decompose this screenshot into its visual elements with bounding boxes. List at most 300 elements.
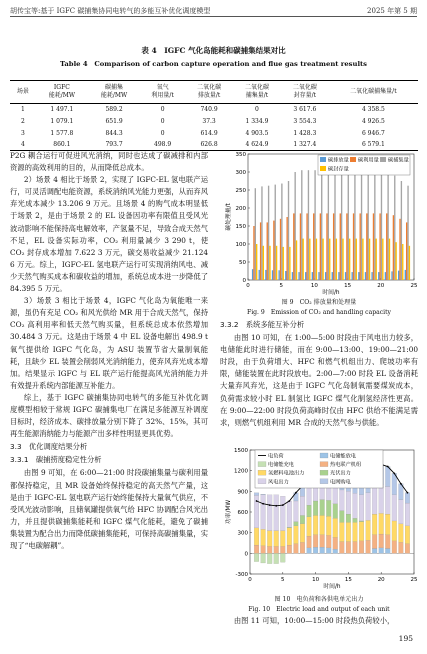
bar-氢燃料电池出力: [254, 528, 259, 545]
bar-碳利用量: [399, 219, 400, 280]
bar-电储能放电: [385, 549, 390, 554]
bar-碳利用量: [333, 213, 334, 280]
bar-碳排放量: [398, 271, 399, 280]
y-tick-label: 150: [235, 224, 246, 230]
table-cell: 4 358.5: [361, 106, 385, 114]
table-header-cell: 二氧化碳 封存量/t: [281, 81, 329, 104]
table-cell: 6 946.7: [361, 129, 385, 137]
bar-碳封存量: [395, 242, 396, 280]
bar-碳封存量: [402, 244, 403, 280]
bar-热电联产机组: [353, 542, 358, 554]
bar-热电联产机组: [379, 534, 384, 548]
point-电负荷: [256, 500, 258, 502]
table-cell: 4 903.5: [245, 129, 269, 137]
bar-氢燃料电池出力: [385, 514, 390, 535]
point-电负荷: [282, 504, 284, 506]
point-电负荷: [295, 492, 297, 494]
table-cell: 0: [255, 106, 259, 114]
bar-氢燃料电池出力: [353, 522, 358, 541]
table-cell: 0: [160, 117, 165, 125]
legend-label: 电储能放电: [330, 453, 356, 460]
table-header-cell: 二氧化碳 排放量/t: [185, 81, 233, 104]
bar-碳利用量: [353, 213, 354, 280]
y-axis-label: 功率/MW: [226, 499, 232, 525]
bar-氢燃料电池出力: [287, 528, 292, 545]
bar-碳利用量: [267, 222, 268, 280]
bar-碳捕集量: [361, 170, 362, 280]
legend-swatch: [320, 166, 326, 171]
table-body: [10, 104, 418, 151]
legend-swatch: [258, 462, 266, 467]
bar-光伏出力: [326, 500, 331, 516]
bar-风电出力: [372, 485, 377, 514]
bar-碳排放量: [358, 272, 359, 280]
bar-碳利用量: [379, 213, 380, 280]
figure-caption: 图 10 电负荷和各供电单元出力: [274, 596, 364, 603]
table-row: [10, 127, 418, 139]
legend-label: 碳封存量: [328, 166, 349, 173]
bar-碳利用量: [360, 213, 361, 280]
bar-碳封存量: [336, 239, 337, 280]
bar-风电出力: [385, 487, 390, 515]
bar-碳捕集量: [368, 170, 369, 280]
table-cell: 1 079.1: [50, 117, 74, 125]
bar-碳封存量: [302, 239, 303, 280]
section-heading: 3.3.2 系统多能互补分析: [220, 320, 305, 329]
table-cell: 626.8: [185, 139, 233, 151]
x-tick-label: 5: [279, 283, 283, 289]
table-cell: 793.7: [88, 139, 140, 151]
table-cell: 1 327.4: [281, 139, 329, 151]
right-column-bottom: [220, 595, 418, 627]
point-电负荷: [275, 505, 277, 507]
bar-光伏出力: [353, 518, 358, 522]
bar-电储能放电: [326, 548, 331, 554]
legend-swatch: [320, 479, 328, 484]
paragraph: 由图 10 可知，在 1:00—5:00 时段由于风电出力较多，电储能此时进行储能，而在 9:00—13:00、19:00—21:00 时段，由于负荷增大、HFC 和燃气机组出力、爬坡功率有限，储能装置在此时段放电。2:00—7:00 时段 EL 设备消耗大量弃风弃光，这是由于 IGFC 气化岛制氧需要煤炭成本，负荷需求较小时 EL 制氢比 IGFC 煤气化制氢经济性更高。在 9:00—22:00 时段负荷高峰时仅由 HFC 供给不能满足需求，则燃气机组利用 MR 合成的天然气参与供能。: [220, 333, 418, 427]
bar-风电出力: [280, 496, 285, 530]
bar-碳利用量: [366, 213, 367, 280]
bar-碳排放量: [259, 270, 260, 280]
y-tick-label: 0: [242, 278, 246, 284]
bar-热电联产机组: [320, 535, 325, 547]
bar-碳利用量: [260, 222, 261, 280]
x-axis-label: 时间/h: [323, 584, 341, 590]
bar-碳捕集量: [288, 181, 289, 280]
legend-swatch: [320, 470, 328, 475]
bar-热电联产机组: [333, 537, 338, 549]
bar-氢燃料电池出力: [320, 515, 325, 534]
y-tick-label: 100: [235, 242, 246, 248]
bar-热电联产机组: [385, 535, 390, 549]
bar-风电出力: [399, 500, 404, 524]
bar-碳排放量: [272, 270, 273, 280]
bar-碳封存量: [289, 247, 290, 280]
bar-碳捕集量: [321, 170, 322, 280]
bar-电储能充电: [280, 553, 285, 562]
bar-热电联产机组: [339, 542, 344, 554]
bar-风电出力: [300, 496, 305, 515]
bar-碳捕集量: [308, 170, 309, 280]
point-电负荷: [400, 483, 402, 485]
bar-光伏出力: [313, 501, 318, 515]
y-tick-label: 1500: [234, 448, 248, 454]
bar-碳排放量: [298, 272, 299, 280]
bar-热电联产机组: [300, 542, 305, 553]
bar-碳排放量: [325, 272, 326, 280]
table-cell: 860.1: [36, 139, 88, 151]
figure-9-chart: [222, 150, 419, 298]
bar-碳捕集量: [374, 170, 375, 280]
bar-氢燃料电池出力: [399, 524, 404, 543]
bar-热电联产机组: [392, 541, 397, 553]
legend-swatch: [380, 157, 386, 162]
bar-碳利用量: [313, 213, 314, 280]
table-cell: 4: [10, 139, 36, 151]
bar-碳利用量: [273, 221, 274, 280]
y-tick-label: 300: [235, 170, 246, 176]
bar-热电联产机组: [274, 546, 279, 553]
legend-swatch: [350, 157, 356, 162]
bar-碳排放量: [252, 269, 253, 280]
figure-10-chart: [222, 446, 419, 594]
bar-碳利用量: [320, 213, 321, 280]
bar-氢燃料电池出力: [326, 516, 331, 535]
bar-光伏出力: [287, 527, 292, 528]
bar-碳捕集量: [261, 186, 262, 280]
bar-热电联产机组: [366, 540, 371, 553]
table-cell: 4 624.9: [233, 139, 281, 151]
bar-碳排放量: [352, 272, 353, 280]
legend-label: 光伏出力: [330, 470, 351, 477]
table-row: [10, 116, 418, 128]
section-heading: 3.3.1 碳捕捞度稳定性分析: [10, 455, 102, 465]
bar-碳利用量: [306, 213, 307, 280]
bar-光伏出力: [359, 521, 364, 522]
bar-碳封存量: [362, 239, 363, 280]
bar-碳排放量: [338, 272, 339, 280]
legend-swatch: [320, 453, 328, 458]
x-tick-label: 15: [344, 577, 352, 583]
table-cell: 498.9: [140, 139, 185, 151]
bar-碳利用量: [300, 213, 301, 280]
table-cell: 1: [20, 106, 25, 114]
bar-风电出力: [287, 501, 292, 527]
bar-碳封存量: [316, 239, 317, 280]
table-cell: 740.9: [200, 106, 218, 114]
bar-氢燃料电池出力: [307, 517, 312, 536]
bar-碳封存量: [263, 246, 264, 280]
table-caption-en: Table 4 Comparison of carbon capture operation and flue gas treatment results: [60, 60, 367, 68]
table-cell: 651.9: [105, 117, 123, 125]
bar-碳封存量: [329, 239, 330, 280]
bar-碳捕集量: [255, 188, 256, 280]
bar-电储能充电: [274, 553, 279, 563]
legend-swatch: [258, 479, 266, 484]
bar-碳捕集量: [281, 184, 282, 280]
table-cell: 6 579.1: [329, 139, 418, 151]
x-tick-label: 0: [246, 283, 250, 289]
table-cell: 1 334.9: [245, 117, 269, 125]
bar-风电出力: [353, 493, 358, 518]
table-cell: 1 577.8: [50, 129, 74, 137]
paragraph: 由图 9 可知，在 6:00—21:00 时段碳捕集量与碳利用量都保持稳定，且 MR 设备始终保持稳定的高天然气产量，这是由于 IGFC-EL 氢电联产运行始终能保持大量氧气供应，不受风光波动影响，且储氧罐提供氧气给 HFC 协调配合风光出力，并且提供碳捕集能耗和 IGFC 煤气化能耗，避免了碳捕集装置为配合出力而降低碳捕集能耗，可保持高碳捕集量，实现了“电碳解耦”。: [10, 468, 208, 550]
bar-碳封存量: [309, 239, 310, 280]
x-tick-label: 20: [377, 577, 385, 583]
x-tick-label: 10: [310, 283, 318, 289]
point-电负荷: [269, 504, 271, 506]
bar-电储能放电: [313, 547, 318, 553]
bar-碳排放量: [278, 270, 279, 280]
bar-碳利用量: [346, 213, 347, 280]
bar-光伏出力: [294, 522, 299, 526]
table-cell: 844.3: [105, 129, 123, 137]
left-column: [10, 150, 208, 552]
legend-label: 氢燃料电池出力: [268, 470, 305, 477]
table-cell: 2: [20, 117, 25, 125]
bar-碳排放量: [345, 272, 346, 280]
bar-碳封存量: [356, 239, 357, 280]
figure-caption: Fig. 10 Electric load and output of each unit: [248, 606, 390, 613]
bar-光伏出力: [320, 500, 325, 516]
bar-氢燃料电池出力: [280, 531, 285, 547]
bar-碳利用量: [253, 226, 254, 280]
bar-氢燃料电池出力: [392, 521, 397, 541]
x-tick-label: 25: [410, 283, 418, 289]
bar-碳排放量: [332, 272, 333, 280]
bar-碳排放量: [391, 271, 392, 280]
running-header-right: 2025 年第 5 期: [367, 7, 417, 15]
bar-碳捕集量: [354, 170, 355, 280]
bar-风电出力: [261, 495, 266, 529]
table-cell: 1 497.1: [50, 106, 74, 114]
bar-碳捕集量: [407, 186, 408, 280]
bar-电储能放电: [333, 549, 338, 553]
bar-风电出力: [294, 501, 299, 522]
bar-电储能充电: [261, 553, 266, 563]
table-row: [10, 104, 418, 116]
bar-热电联产机组: [359, 541, 364, 553]
x-axis-label: 时间/h: [322, 290, 340, 296]
table-cell: 0: [160, 129, 165, 137]
paragraph: 综上，基于 IGFC 碳捕集协同电转气的多能互补优化调度模型相较于常规 IGFC 碳捕集电厂在满足多能源互补调度目标时，经济成本、碳排放量分别下降了 32%、15%，其可再生能源消纳能力与能源产出多样性明显更具优势。: [10, 392, 208, 439]
paragraph: 由图 11 可知，10:00—15:00 时段热负荷较小，: [233, 616, 395, 625]
bar-碳排放量: [312, 272, 313, 280]
legend-label: 电负荷: [268, 453, 284, 460]
bar-热电联产机组: [261, 546, 266, 554]
bar-碳封存量: [269, 246, 270, 280]
table-cell: 1 428.3: [293, 129, 317, 137]
bar-碳利用量: [406, 222, 407, 280]
bar-碳封存量: [322, 239, 323, 280]
table-header-cell: IGFC 能耗/MW: [36, 81, 88, 104]
bar-碳捕集量: [341, 170, 342, 280]
table-header-cell: 二氧化碳捕集量/t: [329, 81, 418, 104]
bar-碳封存量: [409, 246, 410, 280]
bar-氢燃料电池出力: [294, 526, 299, 544]
bar-碳封存量: [283, 247, 284, 280]
x-tick-label: 15: [344, 283, 352, 289]
legend-swatch: [258, 470, 266, 475]
header-rule: [10, 16, 417, 17]
bar-光伏出力: [339, 511, 344, 523]
bar-碳利用量: [293, 213, 294, 280]
bar-电储能放电: [320, 547, 325, 553]
y-tick-label: 50: [239, 260, 246, 266]
table-header-cell: 碳捕集 能耗/MW: [88, 81, 140, 104]
y-tick-label: -300: [235, 572, 248, 578]
bar-碳捕集量: [334, 170, 335, 280]
bar-碳封存量: [369, 239, 370, 280]
legend-label: 电网购电: [330, 479, 351, 486]
bar-碳利用量: [326, 213, 327, 280]
bar-碳排放量: [265, 270, 266, 280]
bar-氢燃料电池出力: [339, 522, 344, 541]
table-header-cell: 场景: [10, 81, 36, 104]
bar-碳捕集量: [394, 176, 395, 280]
page-number: 195: [398, 634, 413, 643]
bar-氢燃料电池出力: [379, 513, 384, 534]
y-tick-label: 300: [237, 530, 248, 537]
bar-碳排放量: [378, 272, 379, 280]
bar-碳封存量: [389, 239, 390, 280]
bar-碳封存量: [382, 239, 383, 280]
y-tick-label: 250: [235, 188, 246, 194]
bar-氢燃料电池出力: [405, 526, 410, 544]
bar-风电出力: [366, 493, 371, 521]
bar-风电出力: [392, 495, 397, 521]
bar-碳捕集量: [268, 186, 269, 280]
bar-风电出力: [359, 495, 364, 521]
y-tick-label: 1200: [234, 468, 248, 475]
bar-热电联产机组: [405, 544, 410, 554]
point-电负荷: [387, 466, 389, 468]
bar-碳利用量: [286, 217, 287, 280]
bar-碳捕集量: [294, 172, 295, 280]
legend-label: 碳排放量: [328, 157, 349, 164]
legend-swatch: [320, 462, 328, 467]
bar-热电联产机组: [399, 542, 404, 553]
bar-氢燃料电池出力: [333, 518, 338, 537]
table-cell: 614.9: [200, 129, 218, 137]
table-cell: 3: [20, 129, 25, 137]
right-column-top: [220, 298, 418, 429]
point-电负荷: [393, 473, 395, 475]
bar-电网购电: [294, 493, 299, 501]
bar-氢燃料电池出力: [267, 531, 272, 547]
bar-碳捕集量: [328, 170, 329, 280]
bar-电网购电: [261, 494, 266, 495]
bar-电储能放电: [372, 549, 377, 554]
table-header-cell: 二氧化碳 捕集量/t: [233, 81, 281, 104]
legend-swatch: [320, 157, 326, 162]
bar-碳利用量: [393, 215, 394, 280]
bar-碳封存量: [342, 239, 343, 280]
bar-碳捕集量: [381, 170, 382, 280]
bar-碳利用量: [340, 213, 341, 280]
bar-碳排放量: [385, 272, 386, 280]
table-header-cell: 氧气 利用量/t: [140, 81, 185, 104]
x-tick-label: 25: [410, 577, 418, 583]
bar-风电出力: [379, 484, 384, 513]
bar-碳排放量: [292, 272, 293, 280]
bar-光伏出力: [333, 504, 338, 518]
bar-碳排放量: [405, 270, 406, 280]
bar-碳排放量: [305, 272, 306, 280]
bar-热电联产机组: [372, 535, 377, 549]
bar-碳封存量: [376, 239, 377, 280]
point-电负荷: [407, 492, 409, 494]
table-cell: 37.3: [202, 117, 216, 125]
bar-风电出力: [333, 486, 338, 504]
table-cell: 3 554.3: [293, 117, 317, 125]
bar-风电出力: [274, 495, 279, 531]
x-tick-label: 10: [312, 577, 320, 583]
bar-碳利用量: [280, 219, 281, 280]
bar-光伏出力: [307, 505, 312, 517]
bar-氢燃料电池出力: [261, 529, 266, 546]
bar-热电联产机组: [254, 545, 259, 553]
table-cell: 3 617.6: [293, 106, 317, 114]
bar-热电联产机组: [294, 544, 299, 554]
table-cell: 589.2: [105, 106, 123, 114]
bar-氢燃料电池出力: [274, 531, 279, 547]
paragraph: 3）场景 3 相比于场景 4，IGFC 气化岛为氧能唯一来源，虽仍有充足 CO₂ 和风光供给 MR 用于合成天然气，保持 CO₂ 高利用率和低天然气购买量，但系统总成本依然增加 30.484 3 万元。这是由于场景 4 中 EL 设备电解出 498.9 t 氧气提供给 IGFC 气化岛，为 ASU 装置节省大量制氧能耗，且缺少 EL 装置会削弱风光消纳能力，使弃风弃光成本增加。结果显示 IGFC 与 EL 联产运行能提高风光消纳能力并有效提升系统内部能源互补能力。: [10, 296, 208, 390]
table-cell: 4 926.5: [361, 117, 385, 125]
bar-碳排放量: [371, 272, 372, 280]
bar-风电出力: [307, 487, 312, 505]
bar-光伏出力: [346, 514, 351, 522]
bar-氢燃料电池出力: [372, 514, 377, 535]
bar-电储能充电: [267, 553, 272, 563]
bar-风电出力: [339, 490, 344, 511]
bar-氢燃料电池出力: [313, 515, 318, 534]
bar-碳捕集量: [401, 181, 402, 280]
bar-氢燃料电池出力: [300, 524, 305, 543]
y-axis-label: 碳处理量/t: [226, 203, 232, 231]
table-caption-cn: 表 4 IGFC 气化岛能耗和碳捕集结果对比: [141, 46, 286, 55]
x-tick-label: 5: [281, 577, 285, 583]
bar-碳利用量: [386, 213, 387, 280]
y-tick-label: 350: [235, 152, 246, 158]
bar-热电联产机组: [313, 535, 318, 547]
bar-碳捕集量: [387, 170, 388, 280]
x-tick-label: 0: [248, 577, 252, 583]
figure-caption: 图 9 CO₂ 排放量和处理量: [281, 299, 357, 306]
point-电负荷: [288, 500, 290, 502]
x-tick-label: 20: [377, 283, 385, 289]
bar-碳利用量: [373, 213, 374, 280]
bar-热电联产机组: [267, 546, 272, 553]
bar-风电出力: [405, 503, 410, 526]
y-tick-label: 200: [235, 206, 246, 212]
bar-氢燃料电池出力: [359, 522, 364, 541]
bar-电网购电: [405, 493, 410, 503]
bar-碳捕集量: [348, 170, 349, 280]
section-heading: 3.3 优化调度结果分析: [10, 442, 88, 452]
legend-label: 碳捕集量: [388, 157, 409, 164]
legend-label: 电储能充电: [268, 462, 294, 469]
bar-电网购电: [385, 467, 390, 487]
paragraph: 2）场景 4 相比于场景 2，实现了 IGFC-EL 氢电联产运行，可灵活调配电能资源，系统消纳风光能力更强，从而弃风弃光成本减少 13.206 9 万元。且场景 4 的购气成本明显低于场景 2，是由于场景 2 的 EL 设备因功率有限值且受风光波动影响不能保持高电解效率，产氢量不足，导致合成天然气不足，EL 设备实际功率，CO₂ 利用量减少 3 290 t，使 CO₂ 封存成本增加 7.622 3 万元，碳交易收益减少 21.124 6 万元。综上，IGFC-EL 氢电联产运行可实现消纳风电、减少天然气购买成本和碳收益的增加，系统总成本进一步降低了 84.395 5 万元。: [10, 175, 208, 294]
bar-碳捕集量: [275, 185, 276, 280]
bar-碳封存量: [349, 239, 350, 280]
bar-电网购电: [254, 493, 259, 496]
paragraph: P2G 耦合运行可促进风光消纳，同时也达成了碳减排和内部资源的高效利用的目的，从而降低总成本。: [10, 151, 208, 173]
legend-label: 碳利用量: [358, 157, 379, 164]
bar-热电联产机组: [307, 536, 312, 548]
bar-电储能放电: [307, 548, 312, 554]
